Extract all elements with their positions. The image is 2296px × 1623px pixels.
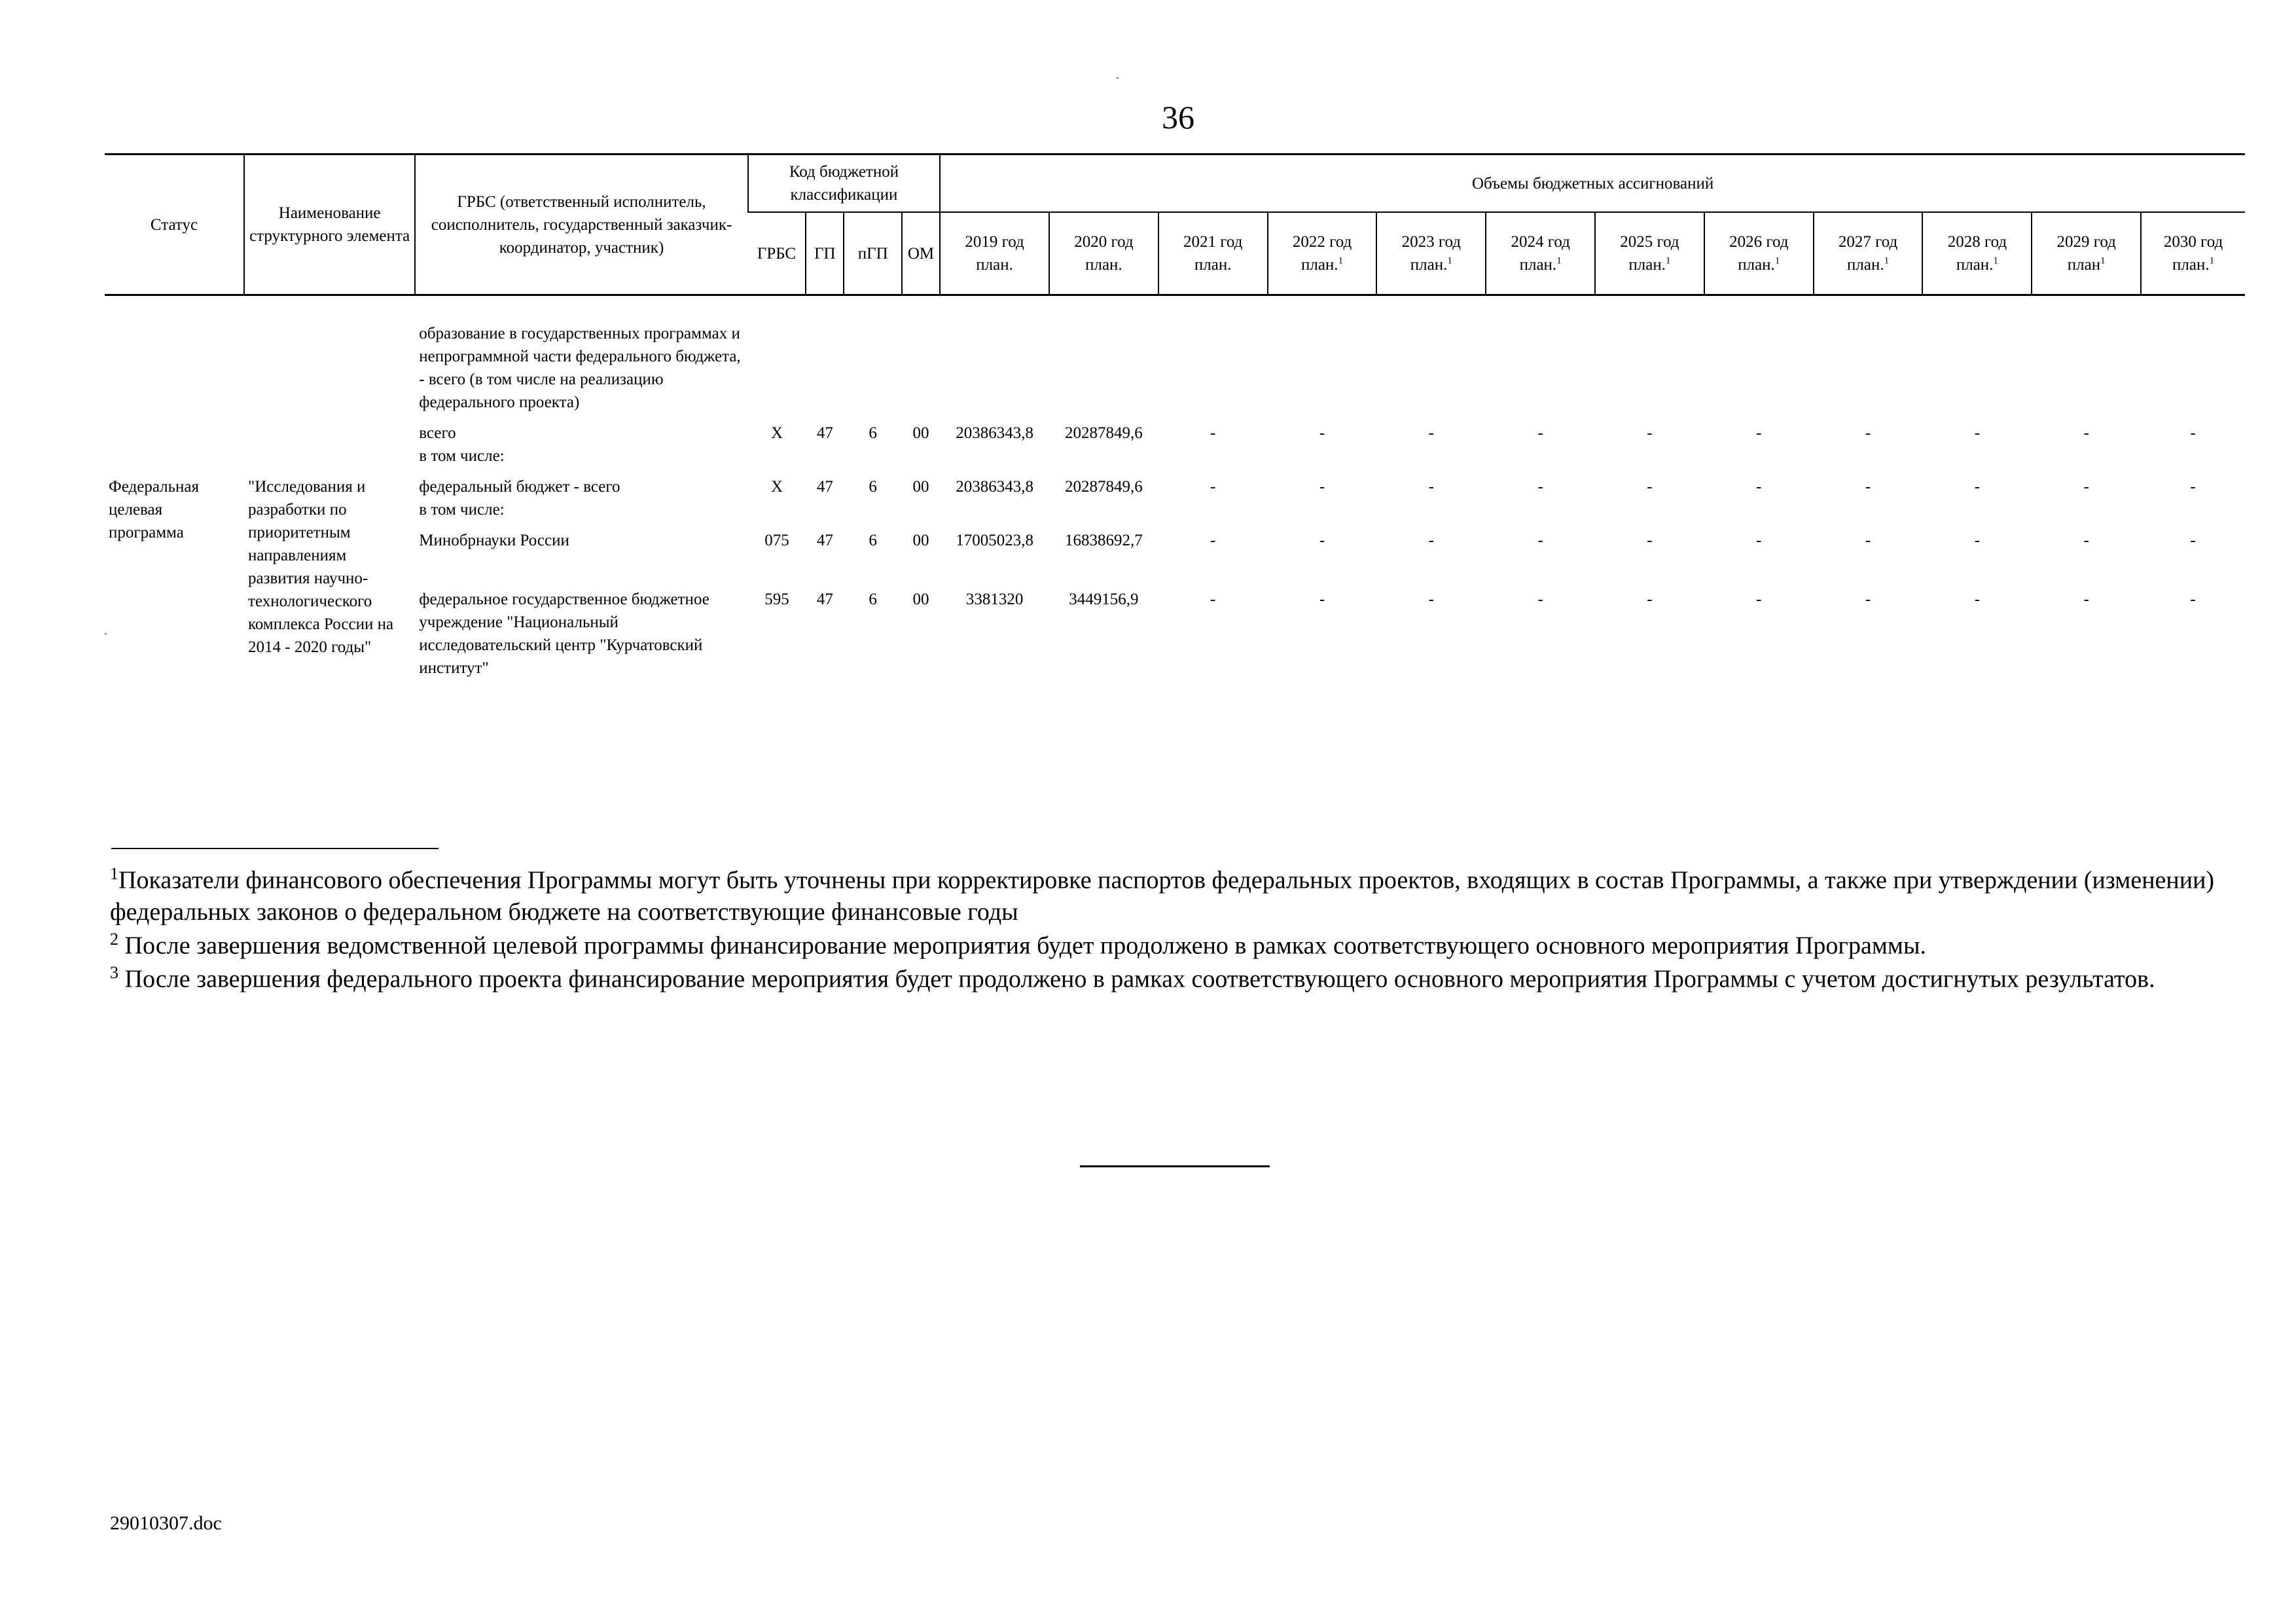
cell-value: - — [1428, 478, 1434, 496]
row-label: федеральный бюджет - всего в том числе: — [419, 478, 620, 519]
footnote-3: $^3$ После завершения федерального проекта финансирование мероприятия будет продолжено в рамках соответствующего основного мероприятия Программы с учетом достигнутых результатов. — [110, 963, 2155, 993]
header-year-2025: 2025 год план.$^1$ — [1595, 212, 1704, 295]
cell-value: - — [2190, 478, 2196, 496]
cell-value: 20287849,6 — [1065, 478, 1143, 496]
header-code-grbs: ГРБС — [748, 212, 806, 295]
cell-value: - — [1537, 424, 1543, 442]
header-year-2024: 2024 год план.$^1$ — [1486, 212, 1595, 295]
header-code-group: Код бюджетной классификации — [748, 155, 940, 213]
row-label: всего в том числе: — [419, 424, 505, 465]
cell-value: 16838692,7 — [1065, 532, 1143, 549]
cell-value: - — [1756, 532, 1762, 549]
cell-gp: 47 — [816, 591, 833, 608]
cell-value: - — [1974, 532, 1981, 549]
cell-value: 17005023,8 — [956, 532, 1033, 549]
header-year-2019: 2019 год план. — [940, 212, 1049, 295]
cell-grbs: X — [770, 478, 783, 496]
footnote-1: $^1$Показатели финансового обеспечения Программы могут быть уточнены при корректировке паспортов федеральных проектов, входящих в состав Программы, а также при утверждении (изменении) федеральных законов о федеральном бюджете на соответствующие финансовые годы — [110, 864, 2215, 926]
cell-value: - — [1974, 424, 1981, 442]
footnote-divider — [111, 848, 439, 849]
cell-value: - — [1428, 424, 1434, 442]
cell-value: - — [1537, 532, 1543, 549]
header-name: Наименование структурного элемента — [244, 155, 415, 295]
program-name: "Исследования и разработки по приоритетным направлениям развития научно-технологического комплекса России на 2014 - 2020 годы" — [248, 478, 394, 656]
cell-value: - — [2190, 424, 2196, 442]
header-year-2023: 2023 год план.$^1$ — [1376, 212, 1486, 295]
cell-value: - — [2190, 591, 2196, 608]
page-number: 36 — [1162, 99, 1194, 136]
cell-value: - — [1537, 591, 1543, 608]
table-row — [105, 295, 2245, 418]
footnotes — [110, 863, 2270, 995]
cell-value: - — [1865, 478, 1871, 496]
cell-value: - — [2083, 591, 2089, 608]
cell-value: - — [2190, 532, 2196, 549]
header-year-2022: 2022 год план.$^1$ — [1268, 212, 1377, 295]
cell-value: - — [1756, 424, 1762, 442]
header-year-2027: 2027 год план.$^1$ — [1814, 212, 1923, 295]
header-status: Статус — [105, 155, 244, 295]
cell-value: - — [1974, 591, 1981, 608]
cell-value: - — [2083, 478, 2089, 496]
cell-value: - — [1210, 478, 1216, 496]
cell-value: 20287849,6 — [1065, 424, 1143, 442]
cell-value: - — [1319, 532, 1325, 549]
cell-pgp: 6 — [869, 424, 877, 442]
cell-value: 3449156,9 — [1069, 591, 1139, 608]
header-year-2029: 2029 год план$^1$ — [2032, 212, 2141, 295]
header-year-2028: 2028 год план.$^1$ — [1922, 212, 2032, 295]
document-id: 29010307.doc — [110, 1512, 222, 1534]
cell-value: - — [1647, 532, 1653, 549]
header-code-om: ОМ — [902, 212, 940, 295]
cell-om: 00 — [912, 478, 929, 496]
cell-gp: 47 — [816, 424, 833, 442]
footnote-2: $^2$ После завершения ведомственной целевой программы финансирование мероприятия будет продолжено в рамках соответствующего основного мероприятия Программы. — [110, 929, 1926, 960]
continuation-text: образование в государственных программах и непрограммной части федерального бюджета, - всего (в том числе на реализацию федерального проекта) — [419, 325, 741, 411]
cell-value: 20386343,8 — [956, 424, 1033, 442]
row-label: Минобрнауки России — [419, 532, 569, 549]
cell-value: - — [1210, 424, 1216, 442]
cell-value: - — [1319, 478, 1325, 496]
cell-value: - — [1865, 532, 1871, 549]
header-grbs: ГРБС (ответственный исполнитель, соисполнитель, государственный заказчик-координатор, участник) — [415, 155, 747, 295]
table-row — [105, 471, 2245, 525]
end-divider — [1080, 1165, 1270, 1167]
cell-value: - — [1756, 591, 1762, 608]
header-code-gp: ГП — [806, 212, 844, 295]
cell-gp: 47 — [816, 478, 833, 496]
table-row — [105, 525, 2245, 584]
table-row — [105, 584, 2245, 684]
row-label: федеральное государственное бюджетное учреждение "Национальный исследовательский центр "Курчатовский институт" — [419, 591, 709, 677]
cell-value: - — [1647, 478, 1653, 496]
cell-value: - — [2083, 424, 2089, 442]
cell-gp: 47 — [816, 532, 833, 549]
cell-om: 00 — [912, 532, 929, 549]
cell-om: 00 — [912, 424, 929, 442]
cell-value: - — [1428, 532, 1434, 549]
cell-value: - — [1319, 424, 1325, 442]
cell-value: - — [1865, 424, 1871, 442]
cell-value: - — [1537, 478, 1543, 496]
cell-value: - — [1756, 478, 1762, 496]
header-year-2020: 2020 год план. — [1049, 212, 1158, 295]
header-year-2026: 2026 год план.$^1$ — [1704, 212, 1814, 295]
status-cell: Федеральная целевая программа — [109, 478, 200, 541]
cell-value: - — [1319, 591, 1325, 608]
cell-value: - — [1428, 591, 1434, 608]
cell-om: 00 — [912, 591, 929, 608]
cell-pgp: 6 — [869, 591, 877, 608]
cell-grbs: X — [770, 424, 783, 442]
cell-value: - — [2083, 532, 2089, 549]
scan-speck — [1117, 77, 1119, 79]
header-year-2030: 2030 год план.$^1$ — [2141, 212, 2245, 295]
cell-grbs: 075 — [764, 532, 789, 549]
header-volume-group: Объемы бюджетных ассигнований — [940, 155, 2245, 213]
cell-grbs: 595 — [764, 591, 789, 608]
cell-pgp: 6 — [869, 532, 877, 549]
cell-value: - — [1210, 532, 1216, 549]
cell-value: - — [1865, 591, 1871, 608]
table-row — [105, 418, 2245, 471]
cell-value: - — [1647, 591, 1653, 608]
cell-value: 3381320 — [965, 591, 1024, 608]
cell-value: - — [1647, 424, 1653, 442]
cell-value: 20386343,8 — [956, 478, 1033, 496]
cell-pgp: 6 — [869, 478, 877, 496]
header-code-pgp: пГП — [844, 212, 901, 295]
cell-value: - — [1210, 591, 1216, 608]
header-year-2021: 2021 год план. — [1158, 212, 1268, 295]
cell-value: - — [1974, 478, 1981, 496]
budget-table — [105, 153, 2245, 684]
